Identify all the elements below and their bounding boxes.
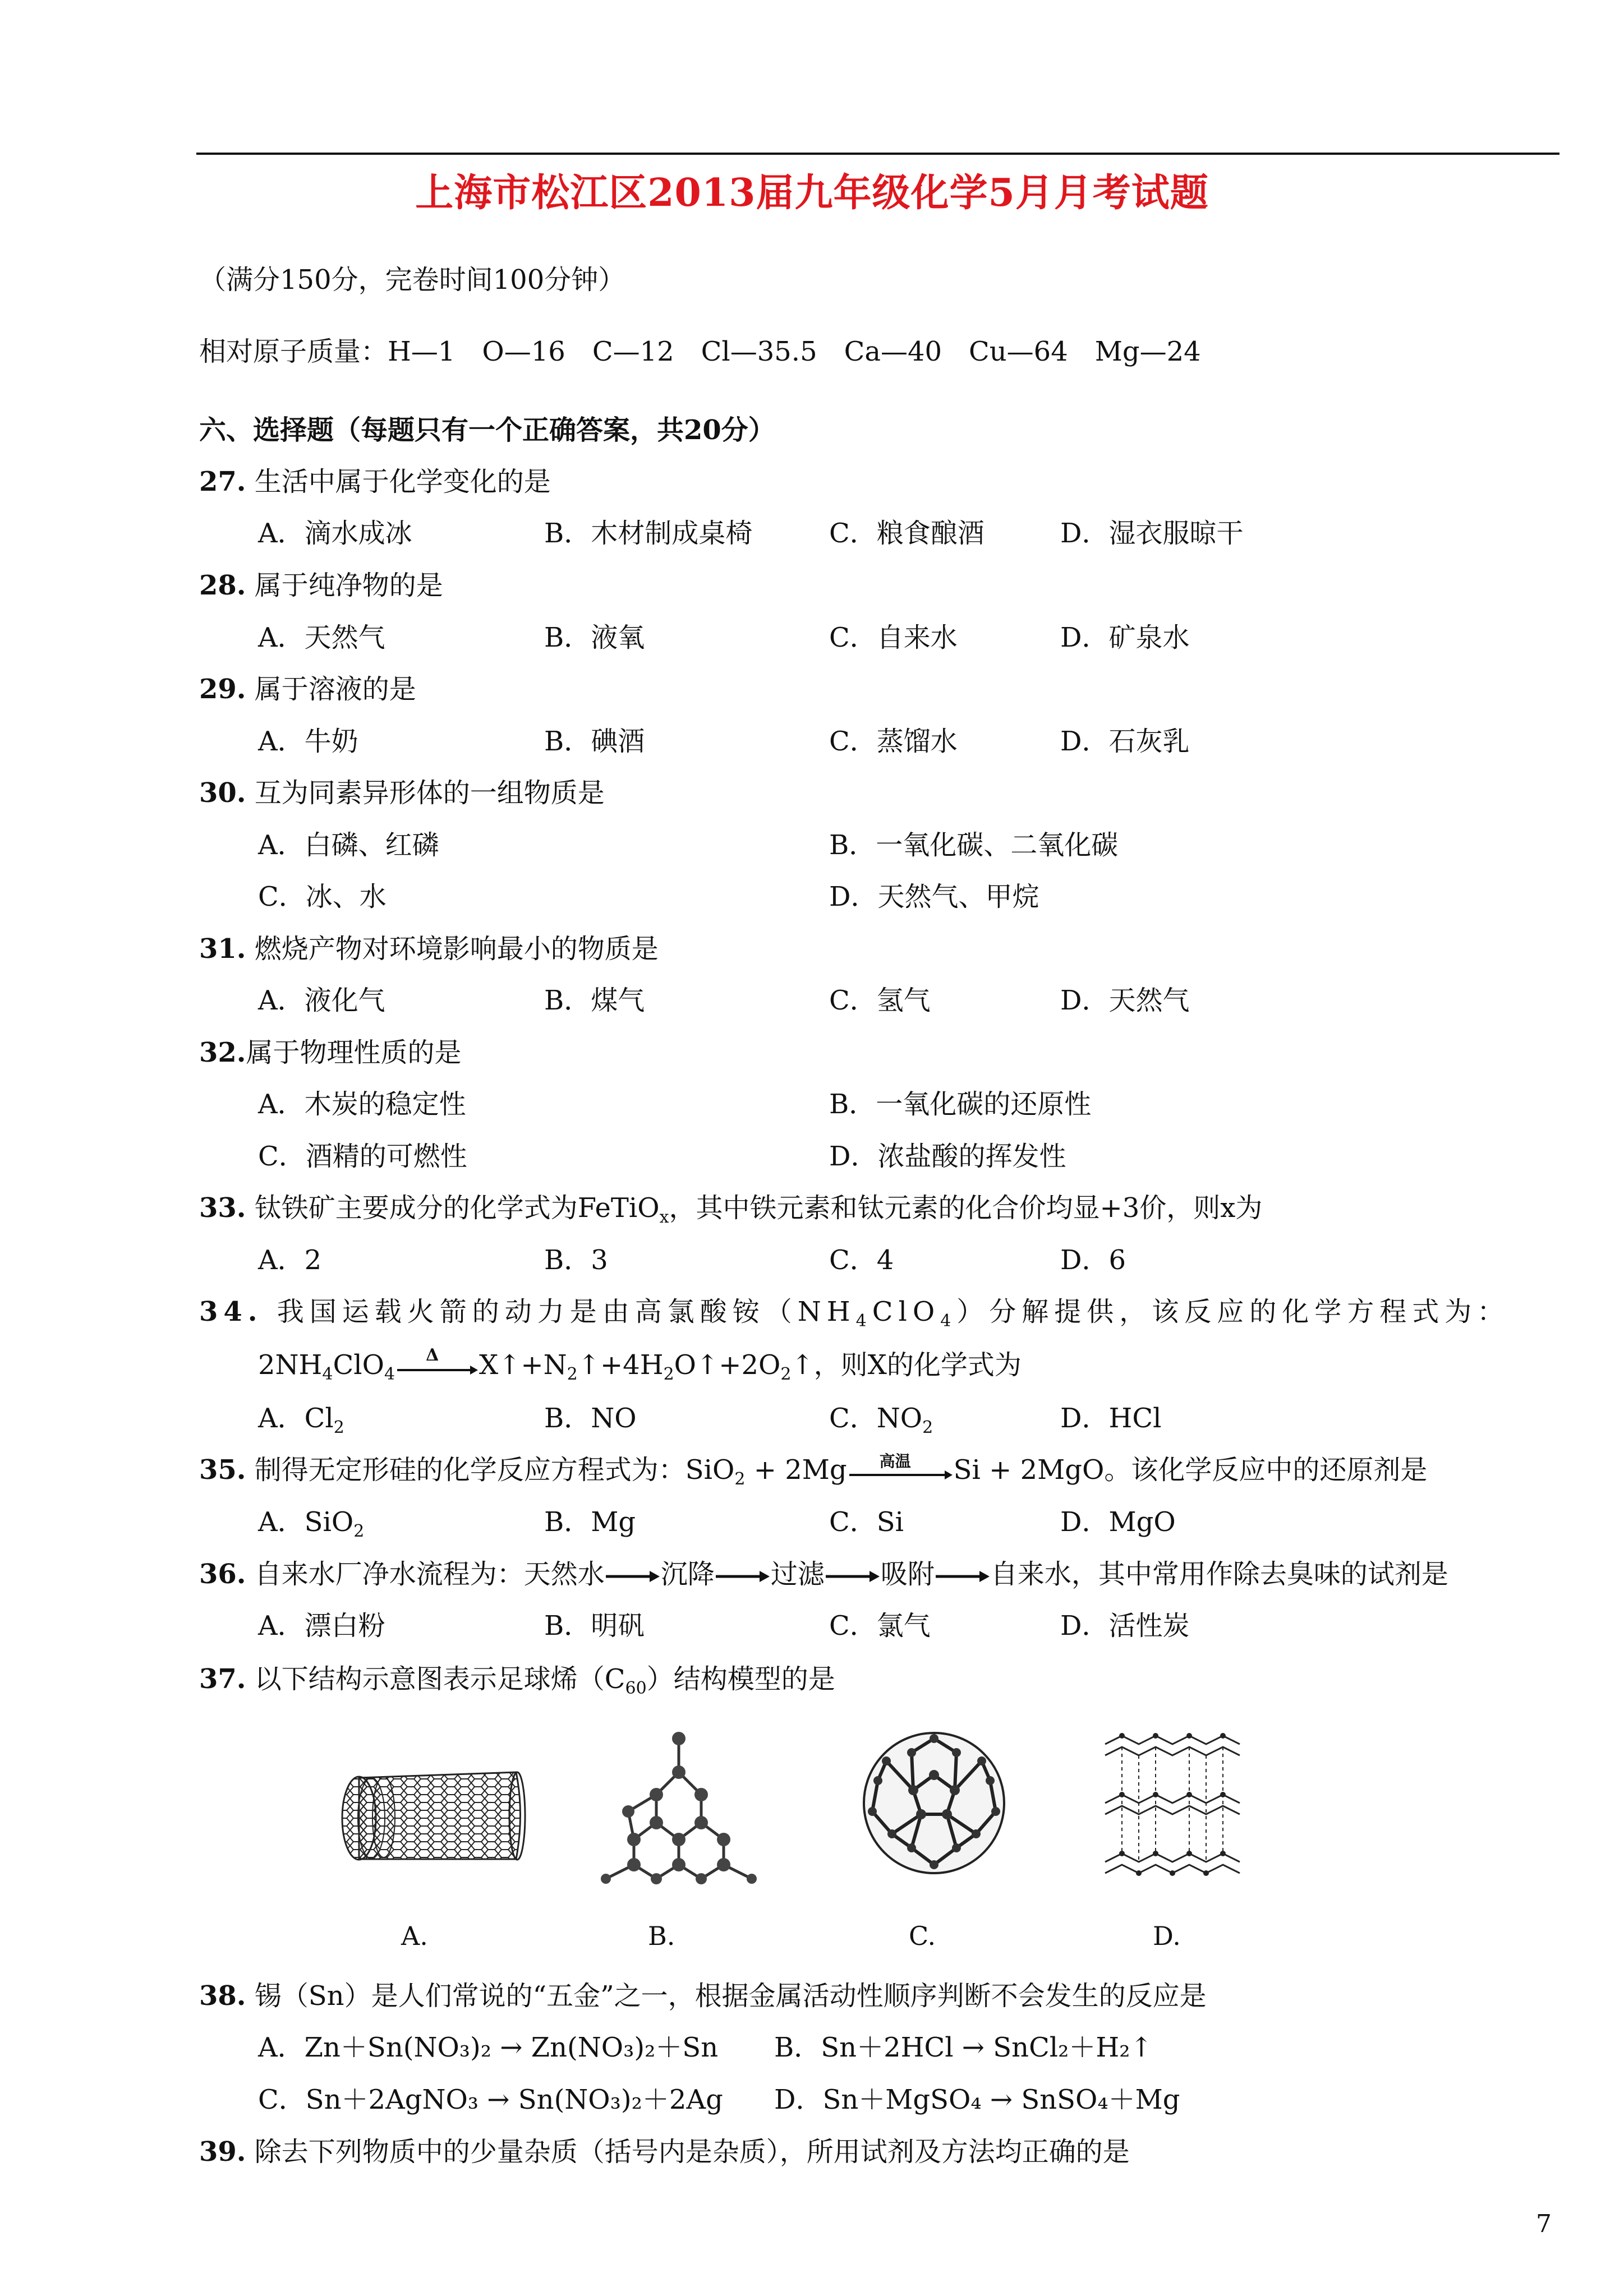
figure-label-a: A. bbox=[401, 1921, 428, 1951]
figure-label-d: D. bbox=[1153, 1921, 1181, 1951]
option-c: C．冰、水 bbox=[258, 881, 387, 912]
eq-part: ClO bbox=[333, 1349, 384, 1381]
flow-step: 吸附 bbox=[880, 1559, 935, 1590]
eq-part: O↑+2O bbox=[674, 1349, 781, 1381]
atomic-mass-label: 相对原子质量： bbox=[199, 336, 388, 367]
figure-label-c: C. bbox=[909, 1921, 936, 1951]
option-b: B．一氧化碳、二氧化碳 bbox=[829, 829, 1119, 861]
option-d: D．MgO bbox=[1060, 1506, 1176, 1538]
subscript: 60 bbox=[625, 1679, 647, 1698]
reaction-condition: Δ bbox=[426, 1345, 439, 1365]
flow-arrow-icon bbox=[605, 1565, 661, 1588]
option-a: A．滴水成冰 bbox=[258, 518, 412, 549]
stem-part: ）分解提供，该反应的化学方程式为： bbox=[956, 1296, 1510, 1327]
option-c: C．自来水 bbox=[829, 622, 958, 653]
subscript: 4 bbox=[384, 1364, 395, 1384]
stem-part: 以下结构示意图表示足球烯（C bbox=[254, 1663, 625, 1695]
subscript: 4 bbox=[855, 1311, 872, 1331]
subscript: 4 bbox=[322, 1364, 333, 1384]
question-number: 27. bbox=[199, 466, 246, 497]
option-c: C．粮食酿酒 bbox=[829, 518, 984, 549]
stem-part: ，其中铁元素和钛元素的化合价均显+3价，则x为 bbox=[669, 1192, 1263, 1224]
option-c bbox=[829, 1396, 933, 1437]
question-27 bbox=[199, 460, 551, 499]
option-a: A．2 bbox=[258, 1244, 322, 1276]
option-c: C．Sn＋2AgNO₃ → Sn(NO₃)₂＋2Ag bbox=[258, 2084, 723, 2115]
option-text: C．NO bbox=[829, 1403, 923, 1434]
option-b: B．液氧 bbox=[544, 622, 645, 653]
equation-34 bbox=[258, 1343, 1022, 1384]
option-d: D．活性炭 bbox=[1060, 1610, 1190, 1642]
option-d: D．HCl bbox=[1060, 1403, 1162, 1434]
question-number: 31. bbox=[199, 933, 246, 965]
option-b: B．Sn＋2HCl → SnCl₂＋H₂↑ bbox=[774, 2032, 1153, 2063]
question-number: 33. bbox=[199, 1192, 246, 1224]
diamond-structure-figure bbox=[595, 1722, 757, 1884]
option-b: B．碘酒 bbox=[544, 726, 645, 757]
option-b: B．木材制成桌椅 bbox=[544, 518, 753, 549]
subscript: 4 bbox=[940, 1311, 957, 1331]
eq-part: 2NH bbox=[258, 1349, 323, 1381]
question-number: 29. bbox=[199, 674, 246, 705]
option-a: A．木炭的稳定性 bbox=[258, 1089, 466, 1120]
flow-step: 过滤 bbox=[770, 1559, 825, 1590]
question-stem: 生活中属于化学变化的是 bbox=[254, 466, 551, 497]
graphite-layers-figure bbox=[1099, 1727, 1251, 1884]
option-d: D．浓盐酸的挥发性 bbox=[829, 1141, 1066, 1172]
stem-part: 制得无定形硅的化学反应方程式为：SiO bbox=[254, 1454, 735, 1486]
question-31 bbox=[199, 927, 659, 966]
question-stem: 燃烧产物对环境影响最小的物质是 bbox=[254, 933, 659, 965]
question-38 bbox=[199, 1974, 1207, 2013]
question-stem: 锡（Sn）是人们常说的“五金”之一，根据金属活动性顺序判断不会发生的反应是 bbox=[254, 1980, 1207, 2012]
score-time: （满分150分，完卷时间100分钟） bbox=[199, 264, 625, 296]
question-30 bbox=[199, 771, 605, 810]
question-number: 39. bbox=[199, 2136, 246, 2168]
question-36 bbox=[199, 1552, 1448, 1591]
option-a: A．液化气 bbox=[258, 985, 385, 1016]
question-stem: 互为同素异形体的一组物质是 bbox=[254, 777, 605, 809]
subscript: 2 bbox=[734, 1469, 746, 1489]
option-b: B．NO bbox=[544, 1403, 637, 1434]
stem-part: 自来水，其中常用作除去臭味的试剂是 bbox=[990, 1559, 1448, 1590]
stem-part: ）结构模型的是 bbox=[646, 1663, 835, 1695]
option-d: D．矿泉水 bbox=[1060, 622, 1190, 653]
stem-part: 自来水厂净水流程为：天然水 bbox=[254, 1559, 605, 1590]
flow-arrow-icon bbox=[825, 1565, 881, 1588]
question-stem bbox=[254, 1663, 835, 1698]
option-b: B．明矾 bbox=[544, 1610, 645, 1642]
option-c: C．蒸馏水 bbox=[829, 726, 958, 757]
option-text: A．Cl bbox=[258, 1403, 334, 1434]
option-a bbox=[258, 1500, 364, 1541]
option-a: A．牛奶 bbox=[258, 726, 358, 757]
stem-part: 钛铁矿主要成分的化学式为FeTiO bbox=[254, 1192, 660, 1224]
figure-label-b: B. bbox=[648, 1921, 675, 1951]
question-number: 34. bbox=[199, 1296, 263, 1327]
option-d: D．石灰乳 bbox=[1060, 726, 1190, 757]
option-a bbox=[258, 1396, 344, 1437]
question-stem: 属于物理性质的是 bbox=[246, 1037, 462, 1068]
question-39 bbox=[199, 2130, 1130, 2169]
question-number: 38. bbox=[199, 1980, 246, 2012]
question-35 bbox=[199, 1448, 1427, 1489]
question-28 bbox=[199, 564, 443, 602]
option-a: A．天然气 bbox=[258, 622, 385, 653]
option-b: B．煤气 bbox=[544, 985, 645, 1016]
subscript: 2 bbox=[567, 1364, 578, 1384]
buckyball-figure bbox=[858, 1727, 1010, 1879]
question-stem bbox=[255, 1559, 1448, 1590]
question-33 bbox=[199, 1186, 1262, 1227]
question-number: 36. bbox=[199, 1559, 246, 1590]
question-stem: 属于溶液的是 bbox=[254, 674, 416, 705]
question-34 bbox=[199, 1290, 1510, 1331]
option-c: C．酒精的可燃性 bbox=[258, 1141, 467, 1172]
header-rule bbox=[196, 153, 1559, 155]
option-a: A．漂白粉 bbox=[258, 1610, 385, 1642]
reaction-arrow-icon bbox=[847, 1451, 954, 1486]
question-number: 35. bbox=[199, 1454, 246, 1486]
page-title: 上海市松江区2013届九年级化学5月月考试题 bbox=[415, 170, 1209, 215]
eq-part: ↑，则X的化学式为 bbox=[791, 1349, 1022, 1381]
page-number: 7 bbox=[1536, 2210, 1552, 2238]
option-b: B．Mg bbox=[544, 1506, 636, 1538]
subscript: 2 bbox=[353, 1522, 365, 1541]
atomic-mass-values: H—1 O—16 C—12 Cl—35.5 Ca—40 Cu—64 Mg—24 bbox=[388, 336, 1201, 367]
option-a: A．白磷、红磷 bbox=[258, 829, 439, 861]
question-stem bbox=[277, 1296, 1510, 1331]
option-c: C．氯气 bbox=[829, 1610, 931, 1642]
subscript: 2 bbox=[333, 1418, 344, 1437]
reaction-arrow-icon bbox=[395, 1345, 479, 1381]
section-heading: 六、选择题（每题只有一个正确答案，共20分） bbox=[199, 414, 775, 446]
question-number: 30. bbox=[199, 777, 246, 809]
reaction-condition: 高温 bbox=[879, 1451, 911, 1470]
option-c: C．Si bbox=[829, 1506, 904, 1538]
flow-arrow-icon bbox=[935, 1565, 991, 1588]
option-d: D．Sn＋MgSO₄ → SnSO₄＋Mg bbox=[774, 2084, 1180, 2115]
stem-part: 我国运载火箭的动力是由高氯酸铵（NH bbox=[277, 1296, 856, 1327]
stem-part: ClO bbox=[872, 1296, 941, 1327]
atomic-masses-line bbox=[199, 330, 1201, 368]
question-stem: 属于纯净物的是 bbox=[254, 570, 443, 601]
subscript: 2 bbox=[663, 1364, 674, 1384]
stem-part: Si + 2MgO。该化学反应中的还原剂是 bbox=[953, 1454, 1428, 1486]
option-a: A．Zn＋Sn(NO₃)₂ → Zn(NO₃)₂＋Sn bbox=[258, 2032, 719, 2063]
question-37 bbox=[199, 1657, 835, 1698]
option-b: B．3 bbox=[544, 1244, 608, 1276]
stem-part: + 2Mg bbox=[745, 1454, 847, 1486]
option-b: B．一氧化碳的还原性 bbox=[829, 1089, 1092, 1120]
question-stem: 除去下列物质中的少量杂质（括号内是杂质），所用试剂及方法均正确的是 bbox=[254, 2136, 1130, 2168]
option-d: D．天然气 bbox=[1060, 985, 1190, 1016]
question-32 bbox=[199, 1031, 462, 1069]
question-29 bbox=[199, 667, 416, 706]
question-stem bbox=[254, 1451, 1428, 1489]
eq-part: ↑+4H bbox=[577, 1349, 664, 1381]
subscript: x bbox=[659, 1207, 669, 1227]
eq-part: X↑+N bbox=[479, 1349, 567, 1381]
option-text: A．SiO bbox=[258, 1506, 354, 1538]
flow-arrow-icon bbox=[715, 1565, 771, 1588]
subscript: 2 bbox=[922, 1418, 933, 1437]
nanotube-figure bbox=[337, 1755, 527, 1873]
question-number: 32. bbox=[199, 1037, 246, 1068]
option-d: D．湿衣服晾干 bbox=[1060, 518, 1244, 549]
subscript: 2 bbox=[780, 1364, 792, 1384]
question-stem bbox=[254, 1192, 1263, 1227]
option-c: C．4 bbox=[829, 1244, 894, 1276]
option-d: D．天然气、甲烷 bbox=[829, 881, 1039, 912]
option-c: C．氢气 bbox=[829, 985, 931, 1016]
question-number: 28. bbox=[199, 570, 246, 601]
flow-step: 沉降 bbox=[660, 1559, 715, 1590]
question-number: 37. bbox=[199, 1663, 246, 1695]
option-d: D．6 bbox=[1060, 1244, 1126, 1276]
